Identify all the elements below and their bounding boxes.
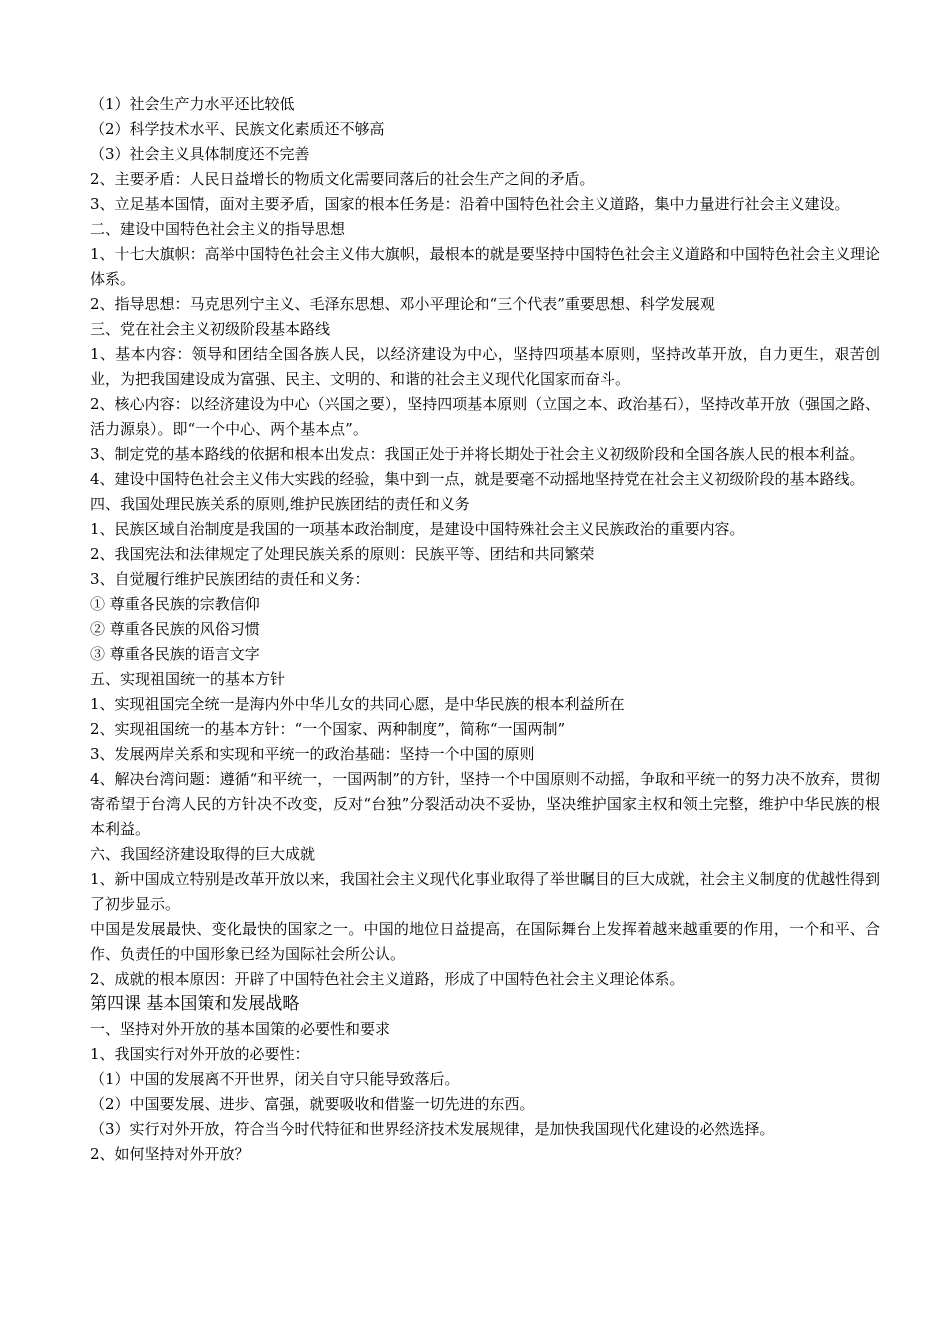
text-line: （2）科学技术水平、民族文化素质还不够高 [90,120,385,138]
text-line: 2、成就的根本原因：开辟了中国特色社会主义道路，形成了中国特色社会主义理论体系。 [90,970,685,988]
list-item: ① 尊重各民族的宗教信仰 [90,595,260,613]
text-line: 3、自觉履行维护民族团结的责任和义务： [90,570,370,588]
text-line: 3、立足基本国情，面对主要矛盾，国家的根本任务是：沿着中国特色社会主义道路，集中力量进行社会主义建设。 [90,195,850,213]
text-line: 1、民族区域自治制度是我国的一项基本政治制度，是建设中国特殊社会主义民族政治的重要内容。 [90,520,745,538]
document-page [90,92,880,1167]
text-line: 2、实现祖国统一的基本方针：“一个国家、两种制度”，简称“一国两制” [90,720,566,738]
text-line: 中国是发展最快、变化最快的国家之一。中国的地位日益提高，在国际舞台上发挥着越来越重要的作用，一个和平、合作、负责任的中国形象已经为国际社会所公认。 [90,920,880,963]
text-line: 1、新中国成立特别是改革开放以来，我国社会主义现代化事业取得了举世瞩目的巨大成就，社会主义制度的优越性得到了初步显示。 [90,870,880,913]
list-item: （1）中国的发展离不开世界，闭关自守只能导致落后。 [90,1070,460,1088]
text-line: 4、建设中国特色社会主义伟大实践的经验，集中到一点，就是要毫不动摇地坚持党在社会主义初级阶段的基本路线。 [90,470,865,488]
list-item: ② 尊重各民族的风俗习惯 [90,620,260,638]
text-line: （1）社会生产力水平还比较低 [90,95,295,113]
text-line: 2、指导思想：马克思列宁主义、毛泽东思想、邓小平理论和“三个代表”重要思想、科学发展观 [90,295,715,313]
section-heading: 五、实现祖国统一的基本方针 [90,670,286,688]
text-line: 1、基本内容：领导和团结全国各族人民，以经济建设为中心，坚持四项基本原则，坚持改革开放，自力更生，艰苦创业，为把我国建设成为富强、民主、文明的、和谐的社会主义现代化国家而奋斗。 [90,345,880,388]
list-item: （3）实行对外开放，符合当今时代特征和世界经济技术发展规律，是加快我国现代化建设的必然选择。 [90,1120,775,1138]
list-item: ③ 尊重各民族的语言文字 [90,645,260,663]
section-heading: 四、我国处理民族关系的原则,维护民族团结的责任和义务 [90,495,470,513]
list-item: （2）中国要发展、进步、富强，就要吸收和借鉴一切先进的东西。 [90,1095,535,1113]
text-line: 1、实现祖国完全统一是海内外中华儿女的共同心愿，是中华民族的根本利益所在 [90,695,625,713]
text-line: 2、如何坚持对外开放？ [90,1145,250,1163]
text-line: （3）社会主义具体制度还不完善 [90,145,310,163]
text-line: 3、发展两岸关系和实现和平统一的政治基础：坚持一个中国的原则 [90,745,535,763]
lesson-title: 第四课 基本国策和发展战略 [90,994,300,1014]
text-line: 2、我国宪法和法律规定了处理民族关系的原则：民族平等、团结和共同繁荣 [90,545,595,563]
section-heading: 一、坚持对外开放的基本国策的必要性和要求 [90,1020,391,1038]
text-line: 4、解决台湾问题：遵循“和平统一，一国两制”的方针，坚持一个中国原则不动摇，争取和平统一的努力决不放弃，贯彻寄希望于台湾人民的方针决不改变，反对“台独”分裂活动决不妥协，坚决维护国家主权和领土完整，维护中华民族的根本利益。 [90,770,880,838]
text-line: 2、核心内容：以经济建设为中心（兴国之要），坚持四项基本原则（立国之本、政治基石），坚持改革开放（强国之路、活力源泉）。即“一个中心、两个基本点”。 [90,395,880,438]
text-line: 2、主要矛盾：人民日益增长的物质文化需要同落后的社会生产之间的矛盾。 [90,170,595,188]
section-heading: 三、党在社会主义初级阶段基本路线 [90,320,331,338]
text-line: 3、制定党的基本路线的依据和根本出发点：我国正处于并将长期处于社会主义初级阶段和全国各族人民的根本利益。 [90,445,865,463]
text-line: 1、十七大旗帜：高举中国特色社会主义伟大旗帜，最根本的就是要坚持中国特色社会主义道路和中国特色社会主义理论体系。 [90,245,880,288]
section-heading: 二、建设中国特色社会主义的指导思想 [90,220,346,238]
text-line: 1、我国实行对外开放的必要性： [90,1045,310,1063]
section-heading: 六、我国经济建设取得的巨大成就 [90,845,316,863]
